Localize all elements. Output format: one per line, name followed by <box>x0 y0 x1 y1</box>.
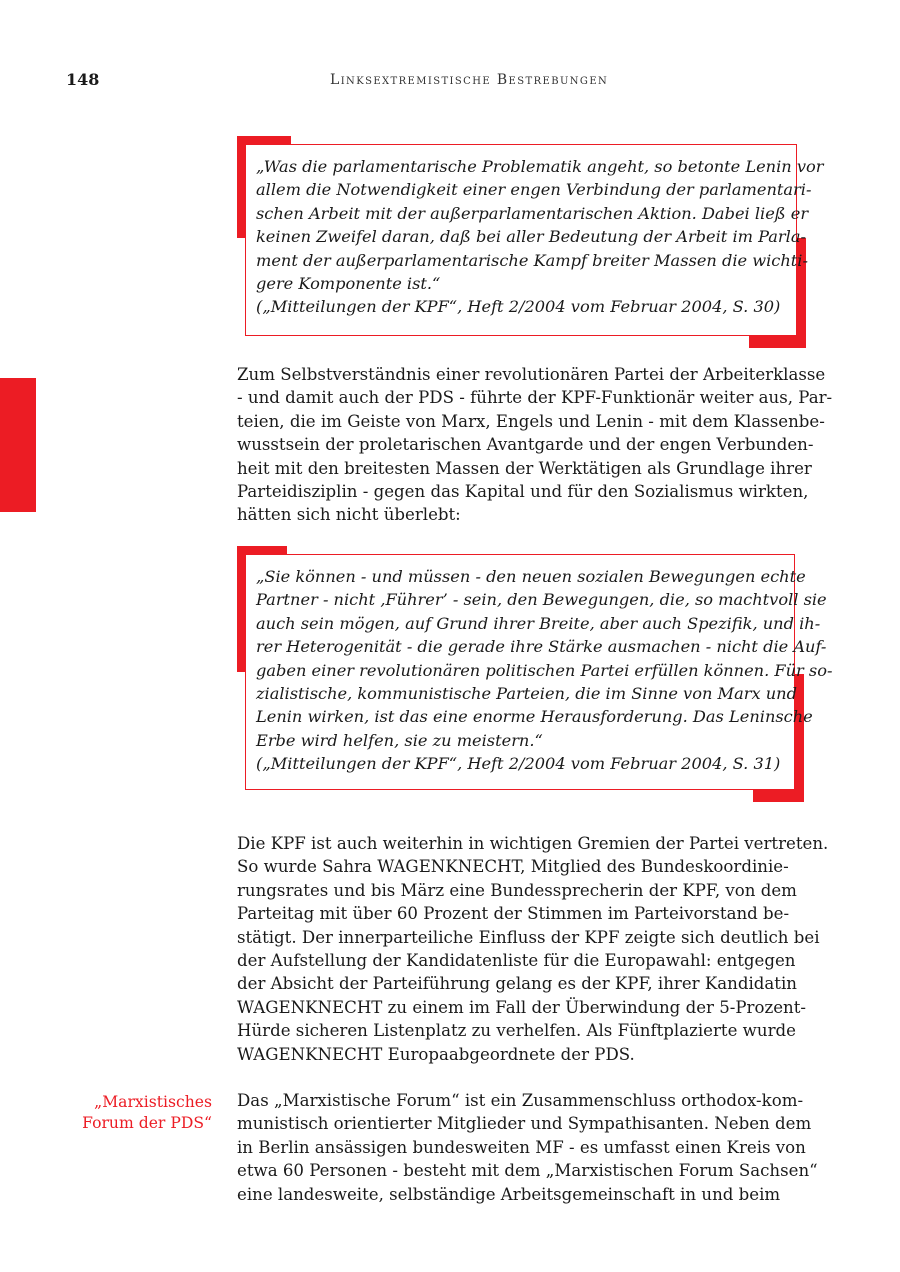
text-line: in Berlin ansässigen bundesweiten MF - es umfasst einen Kreis von <box>237 1137 806 1157</box>
text-line: heit mit den breitesten Massen der Werktätigen als Grundlage ihrer <box>237 458 812 478</box>
text-line: hätten sich nicht überlebt: <box>237 505 461 525</box>
text-line: der Aufstellung der Kandidatenliste für die Europawahl: entgegen <box>237 951 796 971</box>
quote-line: Lenin wirken, ist das eine enorme Herausforderung. Das Leninsche <box>256 707 813 727</box>
quote-line: gaben einer revolutionären politischen Partei erfüllen können. Für so- <box>256 660 833 680</box>
quote-line: Partner - nicht ‚Führer’ - sein, den Bewegungen, die, so machtvoll sie <box>256 590 827 610</box>
text-line: teien, die im Geiste von Marx, Engels und Lenin - mit dem Klassenbe- <box>237 411 825 431</box>
quote-1-box <box>245 144 824 336</box>
quote-2-box <box>245 554 833 790</box>
running-header: Linksextremistische Bestrebungen <box>330 72 609 88</box>
paragraph-2 <box>237 832 828 1066</box>
text-line: eine landesweite, selbständige Arbeitsgemeinschaft in und beim <box>237 1184 781 1204</box>
text-line: munistisch orientierter Mitglieder und Sympathisanten. Neben dem <box>237 1114 812 1134</box>
text-line: Parteitag mit über 60 Prozent der Stimmen im Parteivorstand be- <box>237 904 790 924</box>
quote-line: gere Komponente ist.“ <box>256 274 441 294</box>
text-line: wusstsein der proletarischen Avantgarde und der engen Verbunden- <box>237 435 814 455</box>
quote-line: ment der außerparlamentarische Kampf breiter Massen die wichti- <box>256 250 808 270</box>
text-line: Hürde sicheren Listenplatz zu verhelfen. Als Fünftplazierte wurde <box>237 1021 796 1041</box>
text-line: etwa 60 Personen - besteht mit dem „Marxistischen Forum Sachsen“ <box>237 1161 818 1181</box>
text-line: WAGENKNECHT zu einem im Fall der Überwindung der 5-Prozent- <box>237 997 806 1017</box>
margin-marker-bar <box>0 378 36 512</box>
text-line: der Absicht der Parteiführung gelang es der KPF, ihrer Kandidatin <box>237 974 797 994</box>
quote-line: rer Heterogenität - die gerade ihre Stärke ausmachen - nicht die Auf- <box>256 637 827 657</box>
quote-line: Erbe wird helfen, sie zu meistern.“ <box>256 730 543 750</box>
text-line: Die KPF ist auch weiterhin in wichtigen Gremien der Partei vertreten. <box>237 834 829 853</box>
paragraph-3 <box>237 1089 818 1206</box>
text-line: stätigt. Der innerparteiliche Einfluss der KPF zeigte sich deutlich bei <box>237 927 820 947</box>
text-line: WAGENKNECHT Europaabgeordnete der PDS. <box>237 1044 635 1064</box>
quote-line: allem die Notwendigkeit einer engen Verbindung der parlamentari- <box>256 180 812 200</box>
page-number: 148 <box>66 70 100 89</box>
text-line: rungsrates und bis März eine Bundessprecherin der KPF, von dem <box>237 880 797 900</box>
quote-line: keinen Zweifel daran, daß bei aller Bedeutung der Arbeit im Parla- <box>256 227 806 247</box>
paragraph-1 <box>237 363 832 527</box>
quote-line: schen Arbeit mit der außerparlamentarischen Aktion. Dabei ließ er <box>256 203 809 223</box>
quote-line: zialistische, kommunistische Parteien, die im Sinne von Marx und <box>256 684 797 704</box>
quote-source: („Mitteilungen der KPF“, Heft 2/2004 vom Februar 2004, S. 31) <box>256 754 781 774</box>
quote-line: „Was die parlamentarische Problematik angeht, so betonte Lenin vor <box>256 157 824 176</box>
quote-source: („Mitteilungen der KPF“, Heft 2/2004 vom Februar 2004, S. 30) <box>256 297 781 317</box>
quote-line: auch sein mögen, auf Grund ihrer Breite, aber auch Spezifik, und ih- <box>256 613 821 633</box>
text-line: Zum Selbstverständnis einer revolutionären Partei der Arbeiterklasse <box>237 365 826 384</box>
marginal-note-line: Forum der PDS“ <box>82 1114 212 1132</box>
text-line: So wurde Sahra WAGENKNECHT, Mitglied des Bundeskoordinie- <box>237 857 789 877</box>
quote-line: „Sie können - und müssen - den neuen sozialen Bewegungen echte <box>256 567 806 586</box>
marginal-note <box>82 1092 212 1134</box>
text-line: Das „Marxistische Forum“ ist ein Zusammenschluss orthodox-kom- <box>237 1091 804 1110</box>
text-line: Parteidisziplin - gegen das Kapital und für den Sozialismus wirkten, <box>237 482 809 502</box>
text-line: - und damit auch der PDS - führte der KPF-Funktionär weiter aus, Par- <box>237 388 833 408</box>
marginal-note-line: „Marxistisches <box>94 1093 212 1111</box>
